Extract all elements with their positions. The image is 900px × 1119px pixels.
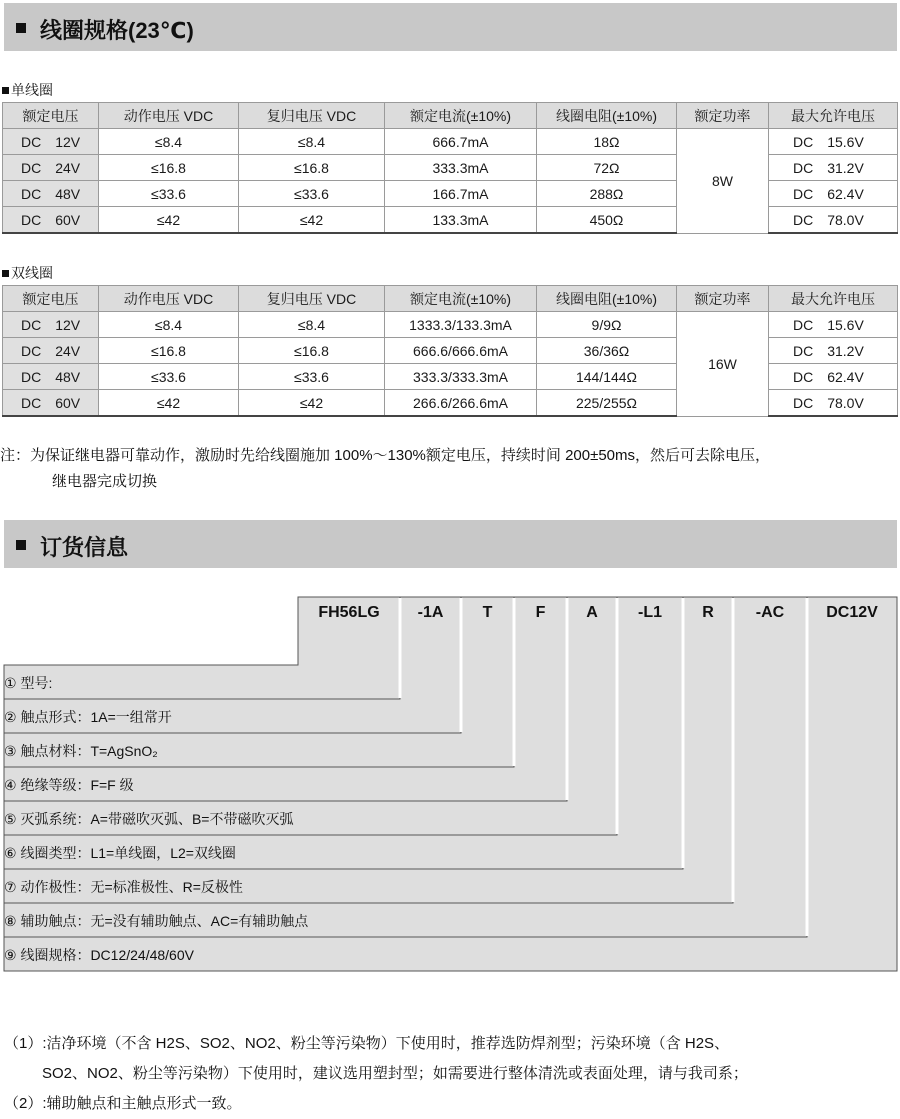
table-cell: DC 62.4V [769, 181, 898, 207]
table-row [3, 129, 898, 155]
column-header: 额定电压 [3, 103, 99, 129]
coil-note [0, 443, 900, 495]
footer-note-line: （2）:辅助触点和主触点形式一致。 [4, 1095, 242, 1112]
column-header: 复归电压 VDC [239, 286, 385, 312]
double-coil-label: 双线圈 [2, 263, 53, 283]
order-code-aux-contact: -AC [755, 604, 785, 621]
table-cell: DC 12V [3, 312, 99, 338]
table-cell: ≤42 [99, 390, 239, 417]
column-header: 最大允许电压 [769, 286, 898, 312]
coil-spec-section-header [4, 3, 897, 51]
column-header: 额定功率 [677, 103, 769, 129]
table-cell: 144/144Ω [537, 364, 677, 390]
column-header: 动作电压 VDC [99, 103, 239, 129]
table-cell: ≤16.8 [99, 155, 239, 181]
rated-power-cell: 16W [677, 312, 769, 417]
bullet-square-icon [16, 540, 26, 550]
table-cell: 266.6/266.6mA [385, 390, 537, 417]
column-header: 额定电流(±10%) [385, 103, 537, 129]
note-line: 注：为保证继电器可靠动作，激励时先给线圈施加 100%～130%额定电压，持续时间 200±50ms，然后可去除电压， [0, 447, 771, 464]
table-cell: ≤42 [239, 390, 385, 417]
table-cell: DC 48V [3, 364, 99, 390]
order-option-4: ④ 绝缘等级：F=F 级 [4, 777, 134, 793]
table-cell: 72Ω [537, 155, 677, 181]
section-title: 线圈规格(23℃) [40, 18, 194, 43]
table-cell: ≤33.6 [99, 364, 239, 390]
table-cell: DC 12V [3, 129, 99, 155]
order-option-2: ② 触点形式：1A=一组常开 [4, 709, 172, 725]
rated-power-cell: 8W [677, 129, 769, 234]
order-option-3: ③ 触点材料：T=AgSnO₂ [4, 743, 158, 759]
column-header: 线圈电阻(±10%) [537, 286, 677, 312]
table-cell: DC 78.0V [769, 207, 898, 234]
table-cell: ≤16.8 [239, 155, 385, 181]
table-cell: ≤16.8 [99, 338, 239, 364]
table-cell: DC 78.0V [769, 390, 898, 417]
bullet-square-icon [2, 87, 9, 94]
bullet-square-icon [16, 23, 26, 33]
footer-notes [0, 1029, 900, 1119]
table-cell: 450Ω [537, 207, 677, 234]
table-cell: ≤8.4 [239, 312, 385, 338]
table-cell: 333.3/333.3mA [385, 364, 537, 390]
table-cell: 666.6/666.6mA [385, 338, 537, 364]
footer-note-line: SO2、NO2、粉尘等污染物）下使用时，建议选用塑封型；如需要进行整体清洗或表面处理，请与我司系； [42, 1065, 748, 1082]
table-cell: 333.3mA [385, 155, 537, 181]
double-coil-table [2, 285, 898, 417]
column-header: 复归电压 VDC [239, 103, 385, 129]
table-cell: DC 15.6V [769, 312, 898, 338]
order-code-model: FH56LG [318, 604, 380, 621]
order-option-1: ① 型号: [4, 675, 53, 691]
table-cell: ≤8.4 [99, 312, 239, 338]
table-cell: 288Ω [537, 181, 677, 207]
table-cell: DC 24V [3, 338, 99, 364]
table-cell: ≤33.6 [239, 181, 385, 207]
column-header: 额定电流(±10%) [385, 286, 537, 312]
table-cell: ≤8.4 [239, 129, 385, 155]
order-option-9: ⑨ 线圈规格：DC12/24/48/60V [4, 947, 194, 963]
footer-note-line: （1）:洁净环境（不含 H2S、SO2、NO2、粉尘等污染物）下使用时，推荐选防焊剂型；污染环境（含 H2S、 [4, 1035, 730, 1052]
column-header: 额定功率 [677, 286, 769, 312]
order-option-7: ⑦ 动作极性：无=标准极性、R=反极性 [4, 879, 243, 895]
note-line: 继电器完成切换 [52, 473, 158, 490]
table-cell: DC 60V [3, 390, 99, 417]
section-title: 订货信息 [40, 535, 129, 560]
table-cell: DC 24V [3, 155, 99, 181]
order-code-coil-type: -L1 [638, 604, 662, 621]
order-option-5: ⑤ 灭弧系统：A=带磁吹灭弧、B=不带磁吹灭弧 [4, 811, 294, 827]
table-cell: ≤33.6 [239, 364, 385, 390]
table-cell: 9/9Ω [537, 312, 677, 338]
table-cell: DC 60V [3, 207, 99, 234]
order-code-coil-spec: DC12V [826, 604, 878, 621]
column-header: 额定电压 [3, 286, 99, 312]
column-header: 动作电压 VDC [99, 286, 239, 312]
order-code-arc-system: A [586, 604, 598, 621]
table-cell: ≤33.6 [99, 181, 239, 207]
order-option-6: ⑥ 线圈类型：L1=单线圈，L2=双线圈 [4, 845, 236, 861]
table-cell: DC 15.6V [769, 129, 898, 155]
column-header: 最大允许电压 [769, 103, 898, 129]
order-code-contact-material: T [482, 604, 493, 621]
column-header: 线圈电阻(±10%) [537, 103, 677, 129]
table-row [3, 312, 898, 338]
table-cell: DC 62.4V [769, 364, 898, 390]
single-coil-table [2, 102, 898, 234]
table-cell: 666.7mA [385, 129, 537, 155]
table-cell: ≤42 [99, 207, 239, 234]
table-cell: ≤8.4 [99, 129, 239, 155]
table-cell: 225/255Ω [537, 390, 677, 417]
table-cell: 1333.3/133.3mA [385, 312, 537, 338]
order-code-insulation: F [535, 604, 546, 621]
table-cell: ≤16.8 [239, 338, 385, 364]
order-info-section-header [4, 520, 897, 568]
order-code-contact-form: -1A [417, 604, 444, 621]
order-code-polarity: R [702, 604, 714, 621]
table-cell: 133.3mA [385, 207, 537, 234]
table-cell: DC 31.2V [769, 155, 898, 181]
single-coil-label: 单线圈 [2, 80, 53, 100]
table-cell: 36/36Ω [537, 338, 677, 364]
table-cell: 166.7mA [385, 181, 537, 207]
order-option-8: ⑧ 辅助触点：无=没有辅助触点、AC=有辅助触点 [4, 913, 309, 929]
table-cell: DC 31.2V [769, 338, 898, 364]
bullet-square-icon [2, 270, 9, 277]
table-cell: ≤42 [239, 207, 385, 234]
table-cell: 18Ω [537, 129, 677, 155]
table-cell: DC 48V [3, 181, 99, 207]
